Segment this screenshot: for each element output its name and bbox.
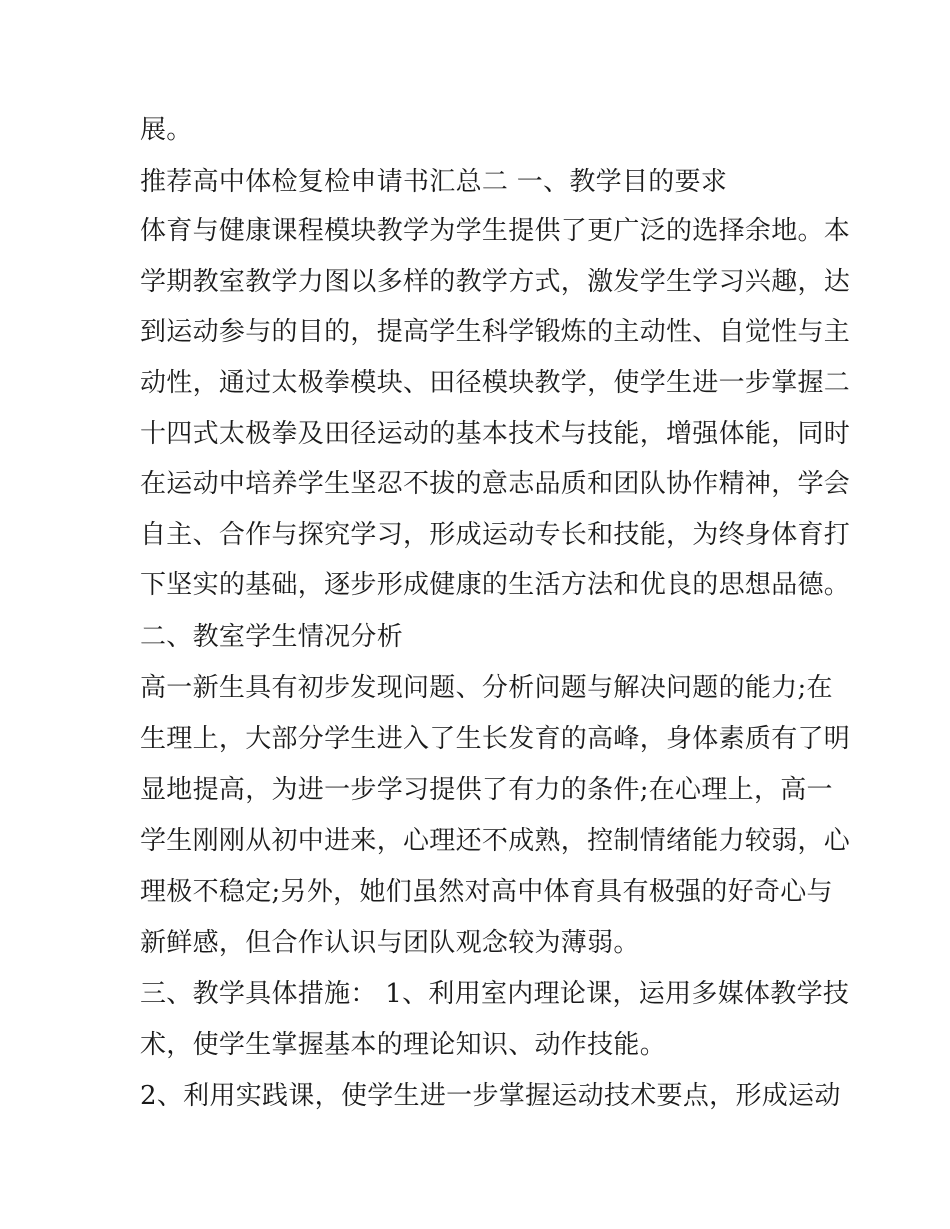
section-heading: 二、教室学生情况分析 [140,622,404,652]
text-line: 展。 [140,115,193,145]
text-line: 理极不稳定;另外，她们虽然对高中体育具有极强的好奇心与 [140,877,833,907]
text-line: 高一新生具有初步发现问题、分析问题与解决问题的能力;在 [140,673,833,703]
text-line: 动性，通过太极拳模块、田径模块教学，使学生进一步掌握二 [140,368,851,398]
text-line: 学生刚刚从初中进来，心理还不成熟，控制情绪能力较弱，心 [140,826,851,856]
text-line: 到运动参与的目的，提高学生科学锻炼的主动性、自觉性与主 [140,317,851,347]
text-line: 术，使学生掌握基本的理论知识、动作技能。 [140,1030,667,1060]
text-line: 显地提高，为进一步学习提供了有力的条件;在心理上，高一 [140,775,833,805]
text-line: 体育与健康课程模块教学为学生提供了更广泛的选择余地。本 [140,216,851,246]
text-line: 生理上，大部分学生进入了生长发育的高峰，身体素质有了明 [140,724,851,754]
text-line: 自主、合作与探究学习，形成运动专长和技能，为终身体育打 [140,520,851,550]
text-line: 下坚实的基础，逐步形成健康的生活方法和优良的思想品德。 [140,570,851,600]
text-line: 新鲜感，但合作认识与团队观念较为薄弱。 [140,928,640,958]
text-line: 2、利用实践课，使学生进一步掌握运动技术要点，形成运动 [140,1081,841,1111]
text-line: 十四式太极拳及田径运动的基本技术与技能，增强体能，同时 [140,419,851,449]
text-line: 学期教室教学力图以多样的教学方式，激发学生学习兴趣，达 [140,267,851,297]
text-line: 推荐高中体检复检申请书汇总二 一、教学目的要求 [140,167,728,197]
text-line: 在运动中培养学生坚忍不拔的意志品质和团队协作精神，学会 [140,469,851,499]
section-heading: 三、教学具体措施： 1、利用室内理论课，运用多媒体教学技 [140,979,850,1009]
